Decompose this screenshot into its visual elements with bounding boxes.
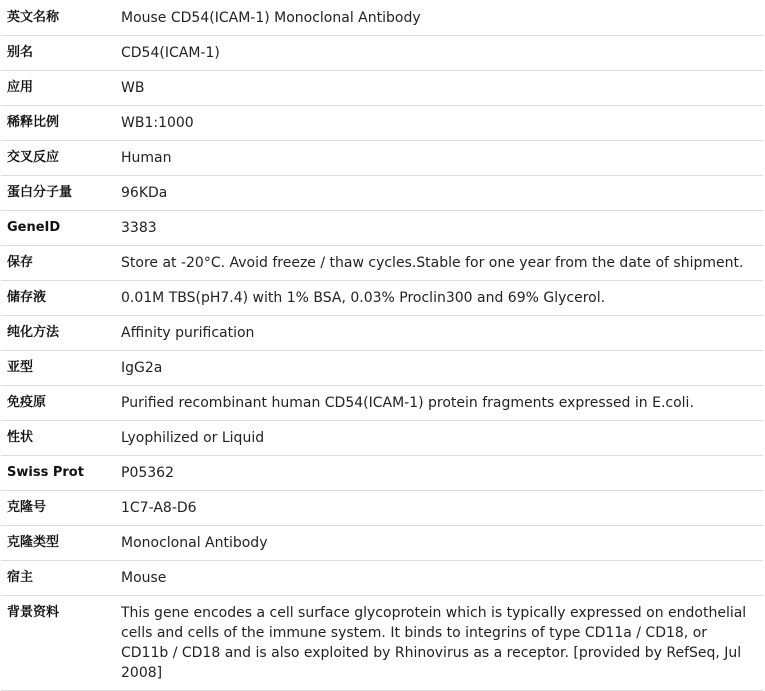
row-value-host: Mouse [121, 561, 763, 596]
table-row [1, 211, 763, 246]
table-row [1, 351, 763, 386]
row-label-clonality: 克隆类型 [1, 526, 121, 561]
table-row [1, 596, 763, 691]
row-label-geneid: GeneID [1, 211, 121, 246]
table-row [1, 36, 763, 71]
row-value-molecular-weight: 96KDa [121, 176, 763, 211]
row-value-alias: CD54(ICAM-1) [121, 36, 763, 71]
row-label-clone-number: 克隆号 [1, 491, 121, 526]
table-row [1, 141, 763, 176]
row-value-form: Lyophilized or Liquid [121, 421, 763, 456]
row-label-host: 宿主 [1, 561, 121, 596]
table-row [1, 176, 763, 211]
table-row [1, 386, 763, 421]
row-label-storage-buffer: 储存液 [1, 281, 121, 316]
row-value-storage-buffer: 0.01M TBS(pH7.4) with 1% BSA, 0.03% Proclin300 and 69% Glycerol. [121, 281, 763, 316]
row-label-immunogen: 免疫原 [1, 386, 121, 421]
row-value-dilution: WB1:1000 [121, 106, 763, 141]
table-row [1, 491, 763, 526]
row-value-cross-reactivity: Human [121, 141, 763, 176]
row-label-application: 应用 [1, 71, 121, 106]
table-row [1, 71, 763, 106]
table-row [1, 1, 763, 36]
table-row [1, 421, 763, 456]
row-label-purification: 纯化方法 [1, 316, 121, 351]
row-label-form: 性状 [1, 421, 121, 456]
row-value-background: This gene encodes a cell surface glycoprotein which is typically expressed on endothelial cells and cells of the immune system. It binds to integrins of type CD11a / CD18, or CD11b / CD18 and is also exploited by Rhinovirus as a receptor. [provided by RefSeq, Jul 2008] [121, 596, 763, 691]
table-row [1, 106, 763, 141]
spec-table [1, 0, 763, 691]
row-value-immunogen: Purified recombinant human CD54(ICAM-1) protein fragments expressed in E.coli. [121, 386, 763, 421]
table-row [1, 316, 763, 351]
table-row [1, 456, 763, 491]
row-label-molecular-weight: 蛋白分子量 [1, 176, 121, 211]
row-value-swiss-prot: P05362 [121, 456, 763, 491]
table-row [1, 561, 763, 596]
row-label-cross-reactivity: 交叉反应 [1, 141, 121, 176]
row-value-geneid: 3383 [121, 211, 763, 246]
row-label-isotype: 亚型 [1, 351, 121, 386]
row-value-english-name: Mouse CD54(ICAM-1) Monoclonal Antibody [121, 1, 763, 36]
table-row [1, 281, 763, 316]
row-value-purification: Affinity purification [121, 316, 763, 351]
row-value-application: WB [121, 71, 763, 106]
row-value-storage: Store at -20°C. Avoid freeze / thaw cycles.Stable for one year from the date of shipment. [121, 246, 763, 281]
row-label-dilution: 稀释比例 [1, 106, 121, 141]
row-label-alias: 别名 [1, 36, 121, 71]
row-value-clonality: Monoclonal Antibody [121, 526, 763, 561]
table-row [1, 526, 763, 561]
table-row [1, 246, 763, 281]
row-value-isotype: IgG2a [121, 351, 763, 386]
row-label-swiss-prot: Swiss Prot [1, 456, 121, 491]
row-label-background: 背景资料 [1, 596, 121, 691]
row-label-storage: 保存 [1, 246, 121, 281]
row-label-english-name: 英文名称 [1, 1, 121, 36]
row-value-clone-number: 1C7-A8-D6 [121, 491, 763, 526]
